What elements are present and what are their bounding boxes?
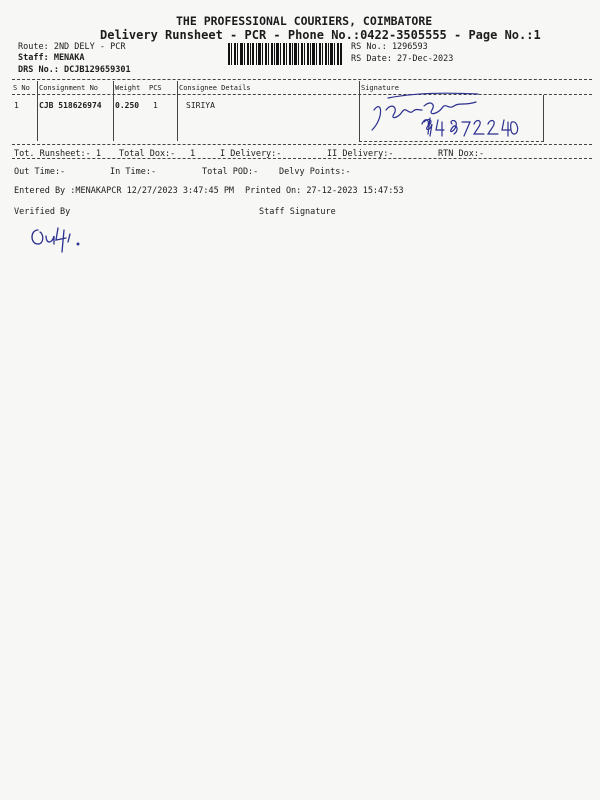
col-divider	[113, 81, 114, 141]
rs-number: RS No.: 1296593	[351, 42, 428, 52]
row-consignment-no: CJB 518626974	[39, 101, 102, 110]
col-divider	[359, 81, 360, 141]
total-dox-value: 1	[190, 149, 196, 159]
col-header-signature: Signature	[361, 84, 399, 92]
out-time: Out Time:-	[14, 167, 66, 177]
signature-box-bottom	[359, 141, 544, 142]
total-pod: Total POD:-	[202, 167, 259, 177]
verifier-initials-handwriting	[28, 222, 88, 256]
total-runsheet: Tot. Runsheet:- 1	[14, 149, 101, 159]
staff-text: Staff: MENAKA	[18, 53, 85, 63]
totals-bottom-rule	[12, 158, 592, 159]
in-time: In Time:-	[110, 167, 157, 177]
phone-handwriting	[420, 114, 520, 140]
route-text: Route: 2ND DELY - PCR	[18, 42, 126, 52]
verified-by-label: Verified By	[14, 207, 71, 217]
totals-top-rule	[12, 144, 592, 145]
i-delivery: I Delivery:-	[220, 149, 282, 159]
row-weight: 0.250	[115, 101, 140, 110]
col-header-consignment: Consignment No	[39, 84, 99, 92]
company-title: THE PROFESSIONAL COURIERS, COIMBATORE	[176, 14, 433, 28]
runsheet-subtitle: Delivery Runsheet - PCR - Phone No.:0422-3505555 - Page No.:1	[100, 28, 541, 42]
rtn-dox: RTN Dox:-	[438, 149, 485, 159]
col-header-pcs: PCS	[149, 84, 162, 92]
signature-box-right	[543, 95, 544, 141]
barcode-image	[228, 43, 342, 65]
delvy-points: Delvy Points:-	[279, 167, 351, 177]
rs-date: RS Date: 27-Dec-2023	[351, 54, 454, 64]
printed-on: Printed On: 27-12-2023 15:47:53	[245, 186, 404, 196]
col-divider	[177, 81, 178, 141]
col-header-weight: Weight	[115, 84, 141, 92]
col-header-sno: S No	[13, 84, 30, 92]
row-consignee: SIRIYA	[186, 101, 215, 110]
col-header-consignee: Consignee Details	[179, 84, 251, 92]
total-dox-label: Total Dox:-	[119, 149, 176, 159]
col-divider	[37, 81, 38, 141]
entered-by: Entered By :MENAKAPCR 12/27/2023 3:47:45 PM	[14, 186, 235, 196]
table-top-rule	[12, 79, 592, 80]
row-sno: 1	[14, 101, 19, 110]
staff-signature-label: Staff Signature	[259, 207, 336, 217]
ii-delivery: II Delivery:-	[327, 149, 394, 159]
drs-number: DRS No.: DCJB129659301	[18, 65, 131, 75]
row-pcs: 1	[153, 101, 158, 110]
